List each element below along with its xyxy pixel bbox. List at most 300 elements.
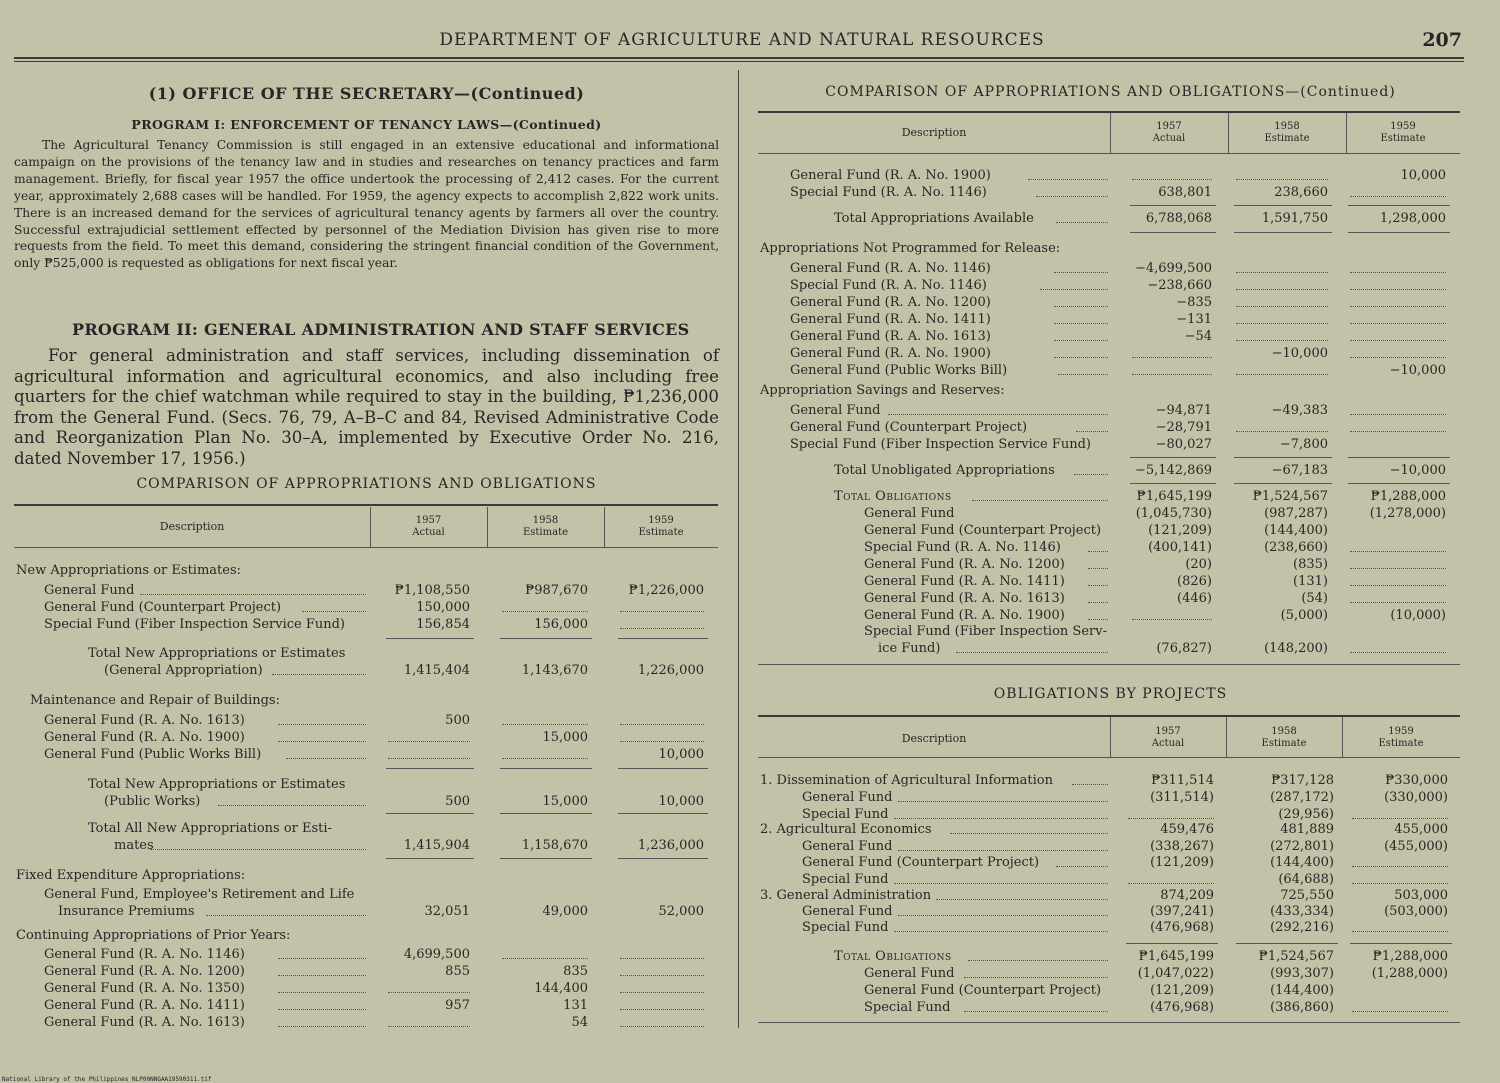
empty-cell-dots (1350, 551, 1446, 552)
empty-cell-dots (620, 975, 704, 976)
empty-cell-dots (1236, 340, 1328, 341)
cell-1958: 156,000 (534, 617, 588, 632)
leader-dots (1054, 323, 1108, 324)
cell-1958: ₱317,128 (1271, 773, 1334, 788)
empty-cell-dots (1352, 931, 1448, 932)
empty-cell-dots (620, 724, 704, 725)
cell-1958: −10,000 (1271, 346, 1328, 361)
empty-cell-dots (1128, 883, 1214, 884)
cell-1958: 835 (563, 964, 588, 979)
cell-1957: (400,141) (1148, 540, 1212, 555)
cell-1958: (993,307) (1270, 966, 1334, 981)
total-rule (1234, 205, 1332, 206)
row-label: General Fund (R. A. No. 1900) (864, 608, 1065, 623)
column-header-1958: 1958 Estimate (522, 515, 569, 538)
row-label: Special Fund (Fiber Inspection Serv- (864, 624, 1107, 639)
leader-dots (1088, 619, 1108, 620)
row-label: Special Fund (802, 807, 889, 822)
leader-dots (964, 1011, 1108, 1012)
row-label: Total New Appropriations or Estimates (88, 646, 346, 661)
total-rule (1126, 943, 1218, 944)
leader-dots (968, 960, 1108, 961)
cell-1957: (338,267) (1150, 839, 1214, 854)
source-footer: National Library of the Philippines NLP00NNGAA19590311.tif (2, 1076, 212, 1083)
left-table-caption: COMPARISON OF APPROPRIATIONS AND OBLIGATIONS (136, 476, 597, 492)
total-rule (500, 858, 592, 859)
cell-1959: 1,236,000 (637, 838, 704, 853)
empty-cell-dots (1236, 179, 1328, 180)
leader-dots (964, 977, 1108, 978)
row-label: General Fund (R. A. No. 1411) (790, 312, 991, 327)
leader-dots (950, 833, 1108, 834)
page-number: 207 (1422, 29, 1462, 51)
cell-1957: (121,209) (1148, 523, 1212, 538)
row-label: Appropriation Savings and Reserves: (760, 383, 1005, 398)
row-label: General Fund (802, 839, 893, 854)
row-label: (Public Works) (104, 794, 201, 809)
total-rule (1350, 943, 1452, 944)
empty-cell-dots (1236, 289, 1328, 290)
leader-dots (1088, 585, 1108, 586)
column-header-1957: 1957 Actual (1151, 726, 1185, 749)
row-label: Special Fund (Fiber Inspection Service Fund) (44, 617, 345, 632)
empty-cell-dots (502, 758, 588, 759)
row-label: General Fund, Employee's Retirement and Life (44, 887, 355, 902)
cell-1957: 855 (445, 964, 470, 979)
row-label: General Fund (790, 403, 881, 418)
cell-1959: 1,226,000 (637, 663, 704, 678)
row-label: General Fund (R. A. No. 1900) (44, 730, 245, 745)
cell-1958: (54) (1301, 591, 1328, 606)
cell-1958: (835) (1293, 557, 1328, 572)
cell-1958: (987,287) (1264, 506, 1328, 521)
row-label: General Fund (864, 966, 955, 981)
cell-1958: 54 (571, 1015, 588, 1030)
empty-cell-dots (388, 992, 470, 993)
program1-title: PROGRAM I: ENFORCEMENT OF TENANCY LAWS—(Continued) (131, 117, 602, 132)
empty-cell-dots (1236, 272, 1328, 273)
empty-cell-dots (1350, 306, 1446, 307)
cell-1957: (446) (1177, 591, 1212, 606)
empty-cell-dots (1350, 272, 1446, 273)
cell-1959: (503,000) (1384, 904, 1448, 919)
cell-1957: 4,699,500 (403, 947, 470, 962)
leader-dots (1054, 306, 1108, 307)
empty-cell-dots (1350, 196, 1446, 197)
cell-1958: (5,000) (1280, 608, 1328, 623)
empty-cell-dots (388, 741, 470, 742)
cell-1957: 500 (445, 794, 470, 809)
leader-dots (150, 849, 366, 850)
empty-cell-dots (1236, 374, 1328, 375)
cell-1957: −835 (1176, 295, 1212, 310)
program1-paragraph: The Agricultural Tenancy Commission is still engaged in an extensive educational and informational campaign on the provisions of the tenancy law and in studies and researches on tenancy practices and farm management. Briefly, for fiscal year 1957 the office undertook the processing of 2,412 cases. For the current year, approximately 2,688 cases will be handled. For 1959, the agency expects to accomplish 2,822 work units. There is an increased demand for the services of agricultural tenancy agents by farmers all over the country. Successful extrajudicial settlement effected by personnel of the Mediation Division has given rise to more requests from the field. To meet this demand, considering the stringent financial condition of the Government, only ₱525,000 is requested as obligations for next fiscal year. (14, 138, 719, 271)
row-label: General Fund (R. A. No. 1146) (790, 261, 991, 276)
row-label: ice Fund) (878, 641, 941, 656)
cell-1959: (10,000) (1390, 608, 1446, 623)
column-header-1959: 1959 Estimate (1378, 726, 1424, 749)
empty-cell-dots (1352, 1011, 1448, 1012)
cell-1957: (121,209) (1150, 855, 1214, 870)
row-label: Appropriations Not Programmed for Release: (760, 241, 1061, 256)
cell-1958: 15,000 (542, 730, 588, 745)
table-rule (758, 715, 1460, 717)
cell-1957: 638,801 (1158, 185, 1212, 200)
row-label: Maintenance and Repair of Buildings: (30, 693, 280, 708)
row-label: General Fund (Counterpart Project) (864, 983, 1102, 998)
leader-dots (278, 958, 366, 959)
row-label: Special Fund (802, 920, 889, 935)
total-rule (1234, 483, 1332, 484)
leader-dots (972, 500, 1108, 501)
cell-1959: ₱330,000 (1385, 773, 1448, 788)
total-rule (618, 768, 708, 769)
cell-1958: ₱1,524,567 (1252, 489, 1328, 504)
empty-cell-dots (1350, 585, 1446, 586)
leader-dots (1074, 474, 1108, 475)
column-header-1959: 1959 Estimate (1380, 121, 1426, 144)
row-label: Special Fund (802, 872, 889, 887)
cell-1957: −94,871 (1155, 403, 1212, 418)
total-rule (1130, 457, 1216, 458)
empty-cell-dots (620, 628, 704, 629)
cell-1957: 150,000 (416, 600, 470, 615)
empty-cell-dots (620, 611, 704, 612)
leader-dots (898, 850, 1108, 851)
total-rule (618, 638, 708, 639)
header-rule (14, 57, 1464, 59)
leader-dots (888, 414, 1108, 415)
total-rule (386, 638, 474, 639)
row-label: General Fund (Counterpart Project) (802, 855, 1040, 870)
leader-dots (1058, 374, 1108, 375)
column-header-1958: 1958 Estimate (1261, 726, 1307, 749)
empty-cell-dots (1350, 652, 1446, 653)
cell-1959: 52,000 (658, 904, 704, 919)
cell-1957: −80,027 (1155, 437, 1212, 452)
total-rule (1130, 483, 1216, 484)
cell-1959: −10,000 (1389, 363, 1446, 378)
column-header-description: Description (901, 732, 967, 745)
empty-cell-dots (1350, 431, 1446, 432)
row-label: Special Fund (R. A. No. 1146) (864, 540, 1061, 555)
cell-1957: (826) (1177, 574, 1212, 589)
cell-1957: −5,142,869 (1134, 463, 1212, 478)
row-label: General Fund (R. A. No. 1350) (44, 981, 245, 996)
cell-1958: (292,216) (1270, 920, 1334, 935)
row-label: 1. Dissemination of Agricultural Information (760, 773, 1054, 788)
cell-1958: ₱1,524,567 (1258, 949, 1334, 964)
cell-1959: 455,000 (1394, 822, 1448, 837)
row-label: General Fund (R. A. No. 1900) (790, 168, 991, 183)
cell-1957: 32,051 (424, 904, 470, 919)
row-label: General Fund (R. A. No. 1900) (790, 346, 991, 361)
leader-dots (1054, 340, 1108, 341)
leader-dots (898, 915, 1108, 916)
leader-dots (218, 805, 366, 806)
leader-dots (894, 883, 1108, 884)
empty-cell-dots (1236, 323, 1328, 324)
empty-cell-dots (1350, 289, 1446, 290)
total-rule (500, 638, 592, 639)
cell-1958: 49,000 (542, 904, 588, 919)
leader-dots (272, 674, 366, 675)
cell-1958: 131 (563, 998, 588, 1013)
column-header-1958: 1958 Estimate (1264, 121, 1310, 144)
row-label: 2. Agricultural Economics (760, 822, 932, 837)
total-rule (618, 813, 708, 814)
row-label: General Fund (802, 904, 893, 919)
cell-1957: 1,415,904 (403, 838, 470, 853)
leader-dots (206, 915, 366, 916)
cell-1957: (20) (1185, 557, 1212, 572)
empty-cell-dots (1132, 357, 1212, 358)
column-divider (738, 70, 739, 1028)
cell-1959: 503,000 (1394, 888, 1448, 903)
total-rule (500, 768, 592, 769)
cell-1957: 500 (445, 713, 470, 728)
cell-1959: −10,000 (1389, 463, 1446, 478)
cell-1958: −49,383 (1271, 403, 1328, 418)
column-header-description: Description (901, 126, 967, 139)
row-label: General Fund (R. A. No. 1200) (864, 557, 1065, 572)
empty-cell-dots (388, 758, 470, 759)
leader-dots (278, 992, 366, 993)
row-label: General Fund (R. A. No. 1613) (790, 329, 991, 344)
cell-1959: (330,000) (1384, 790, 1448, 805)
row-label: 3. General Administration (760, 888, 932, 903)
leader-dots (278, 1009, 366, 1010)
cell-1957: −4,699,500 (1134, 261, 1212, 276)
table-rule (758, 664, 1460, 665)
row-label: General Fund (R. A. No. 1200) (44, 964, 245, 979)
row-label: Special Fund (864, 1000, 951, 1015)
column-header-description: Description (159, 520, 225, 533)
cell-1958: 1,591,750 (1261, 211, 1328, 226)
cell-1957: (476,968) (1150, 920, 1214, 935)
leader-dots (936, 899, 1108, 900)
cell-1958: 1,143,670 (521, 663, 588, 678)
cell-1957: (311,514) (1150, 790, 1214, 805)
cell-1957: ₱311,514 (1151, 773, 1214, 788)
total-rule (1348, 232, 1450, 233)
empty-cell-dots (502, 958, 588, 959)
row-label: Fixed Expenditure Appropriations: (16, 868, 246, 883)
row-label: Special Fund (R. A. No. 1146) (790, 278, 987, 293)
empty-cell-dots (502, 611, 588, 612)
cell-1958: (144,400) (1264, 523, 1328, 538)
cell-1958: 15,000 (542, 794, 588, 809)
leader-dots (1054, 357, 1108, 358)
cell-1957: (121,209) (1150, 983, 1214, 998)
empty-cell-dots (1352, 883, 1448, 884)
cell-1957: (397,241) (1150, 904, 1214, 919)
cell-1958: (433,334) (1270, 904, 1334, 919)
row-label: General Fund (R. A. No. 1613) (44, 1015, 245, 1030)
empty-cell-dots (1350, 414, 1446, 415)
cell-1958: ₱987,670 (525, 583, 588, 598)
cell-1959: (455,000) (1384, 839, 1448, 854)
cell-1957: 6,788,068 (1145, 211, 1212, 226)
cell-1958: 1,158,670 (521, 838, 588, 853)
cell-1959: ₱1,288,000 (1370, 489, 1446, 504)
empty-cell-dots (1350, 602, 1446, 603)
total-rule (1348, 457, 1450, 458)
empty-cell-dots (1350, 357, 1446, 358)
row-label: General Fund (Counterpart Project) (44, 600, 282, 615)
leader-dots (1054, 272, 1108, 273)
leader-dots (1072, 784, 1108, 785)
total-rule (386, 768, 474, 769)
row-label: General Fund (R. A. No. 1411) (44, 998, 245, 1013)
leader-dots (1028, 179, 1108, 180)
row-label: Total Unobligated Appropriations (834, 463, 1055, 478)
cell-1958: −7,800 (1279, 437, 1328, 452)
cell-1957: ₱1,645,199 (1136, 489, 1212, 504)
leader-dots (278, 1026, 366, 1027)
empty-cell-dots (388, 1026, 470, 1027)
row-label: General Fund (R. A. No. 1146) (44, 947, 245, 962)
row-label: Total Appropriations Available (834, 211, 1034, 226)
cell-1957: −54 (1184, 329, 1212, 344)
row-label: General Fund (R. A. No. 1200) (790, 295, 991, 310)
cell-1958: 725,550 (1280, 888, 1334, 903)
empty-cell-dots (620, 958, 704, 959)
cell-1957: (476,968) (1150, 1000, 1214, 1015)
cell-1958: (272,801) (1270, 839, 1334, 854)
page-header-title: DEPARTMENT OF AGRICULTURE AND NATURAL RESOURCES (439, 30, 1045, 50)
row-label: General Fund (Public Works Bill) (44, 747, 262, 762)
program2-paragraph: For general administration and staff services, including dissemination of agricultural information and agricultural economics, and also including free quarters for the chief watchman while required to stay in the building, ₱1,236,000 from the General Fund. (Secs. 76, 79, A–B–C and 84, Revised Administrative Code and Reorganization Plan No. 30–A, implemented by Executive Order No. 216, dated November 17, 1956.) (14, 346, 719, 468)
cell-1959: (1,288,000) (1371, 966, 1448, 981)
row-label: Special Fund (Fiber Inspection Service Fund) (790, 437, 1091, 452)
cell-1959: (1,278,000) (1369, 506, 1446, 521)
empty-cell-dots (620, 1009, 704, 1010)
empty-cell-dots (1236, 306, 1328, 307)
column-header-1957: 1957 Actual (1152, 121, 1186, 144)
leader-dots (1036, 196, 1108, 197)
row-label: Total New Appropriations or Estimates (88, 777, 346, 792)
cell-1957: ₱1,645,199 (1138, 949, 1214, 964)
empty-cell-dots (620, 741, 704, 742)
leader-dots (894, 931, 1108, 932)
row-label: mates (114, 838, 154, 853)
header-rule-thin (14, 61, 1464, 62)
row-label: General Fund (Counterpart Project) (864, 523, 1102, 538)
leader-dots (894, 818, 1108, 819)
empty-cell-dots (1352, 818, 1448, 819)
cell-1958: 481,889 (1280, 822, 1334, 837)
leader-dots (898, 801, 1108, 802)
total-rule (1234, 232, 1332, 233)
cell-1959: ₱1,288,000 (1372, 949, 1448, 964)
cell-1959: 10,000 (658, 794, 704, 809)
program2-title: PROGRAM II: GENERAL ADMINISTRATION AND STAFF SERVICES (72, 320, 690, 339)
row-label: Continuing Appropriations of Prior Years: (16, 928, 291, 943)
empty-cell-dots (1132, 179, 1212, 180)
row-label: Total Obligations (834, 489, 952, 504)
cell-1959: ₱1,226,000 (628, 583, 704, 598)
row-label: Insurance Premiums (58, 904, 195, 919)
column-header-1959: 1959 Estimate (638, 515, 684, 538)
leader-dots (278, 975, 366, 976)
cell-1958: 144,400 (534, 981, 588, 996)
row-label: General Fund (R. A. No. 1613) (864, 591, 1065, 606)
cell-1957: (76,827) (1156, 641, 1212, 656)
cell-1959: 1,298,000 (1379, 211, 1446, 226)
cell-1957: 957 (445, 998, 470, 1013)
right-table2-caption: OBLIGATIONS BY PROJECTS (993, 686, 1228, 702)
cell-1957: 1,415,404 (403, 663, 470, 678)
empty-cell-dots (1350, 568, 1446, 569)
cell-1957: −28,791 (1155, 420, 1212, 435)
empty-cell-dots (620, 992, 704, 993)
cell-1958: (386,860) (1270, 1000, 1334, 1015)
row-label: New Appropriations or Estimates: (16, 563, 241, 578)
leader-dots (1056, 222, 1108, 223)
table-rule (758, 1022, 1460, 1023)
leader-dots (278, 741, 366, 742)
table-rule (758, 153, 1460, 154)
cell-1957: 156,854 (416, 617, 470, 632)
right-table1-caption: COMPARISON OF APPROPRIATIONS AND OBLIGATIONS—(Continued) (825, 84, 1396, 100)
total-rule (386, 813, 474, 814)
row-label: General Fund (864, 506, 955, 521)
row-label: General Fund (Public Works Bill) (790, 363, 1008, 378)
empty-cell-dots (1350, 340, 1446, 341)
total-rule (1348, 483, 1450, 484)
cell-1957: −238,660 (1147, 278, 1212, 293)
row-label: Total Obligations (834, 949, 952, 964)
leader-dots (278, 724, 366, 725)
empty-cell-dots (1132, 374, 1212, 375)
cell-1957: −131 (1176, 312, 1212, 327)
cell-1958: (29,956) (1278, 807, 1334, 822)
empty-cell-dots (620, 1026, 704, 1027)
leader-dots (1088, 568, 1108, 569)
total-rule (1130, 205, 1216, 206)
leader-dots (140, 594, 366, 595)
leader-dots (1088, 551, 1108, 552)
cell-1958: (144,400) (1270, 983, 1334, 998)
leader-dots (302, 611, 366, 612)
cell-1957: (1,045,730) (1135, 506, 1212, 521)
cell-1958: (131) (1293, 574, 1328, 589)
table-rule (14, 547, 718, 548)
table-rule (14, 504, 718, 506)
leader-dots (1076, 431, 1108, 432)
cell-1958: (148,200) (1264, 641, 1328, 656)
total-rule (500, 813, 592, 814)
total-rule (1236, 943, 1338, 944)
empty-cell-dots (1350, 323, 1446, 324)
cell-1958: (238,660) (1264, 540, 1328, 555)
empty-cell-dots (502, 724, 588, 725)
cell-1959: 10,000 (658, 747, 704, 762)
cell-1958: −67,183 (1271, 463, 1328, 478)
cell-1958: (144,400) (1270, 855, 1334, 870)
column-header-1957: 1957 Actual (412, 515, 445, 538)
leader-dots (286, 758, 366, 759)
empty-cell-dots (1236, 431, 1328, 432)
leader-dots (956, 652, 1108, 653)
office-title: (1) OFFICE OF THE SECRETARY—(Continued) (148, 84, 585, 103)
cell-1957: 459,476 (1160, 822, 1214, 837)
total-rule (386, 858, 474, 859)
total-rule (1234, 457, 1332, 458)
cell-1959: 10,000 (1400, 168, 1446, 183)
leader-dots (1040, 289, 1108, 290)
